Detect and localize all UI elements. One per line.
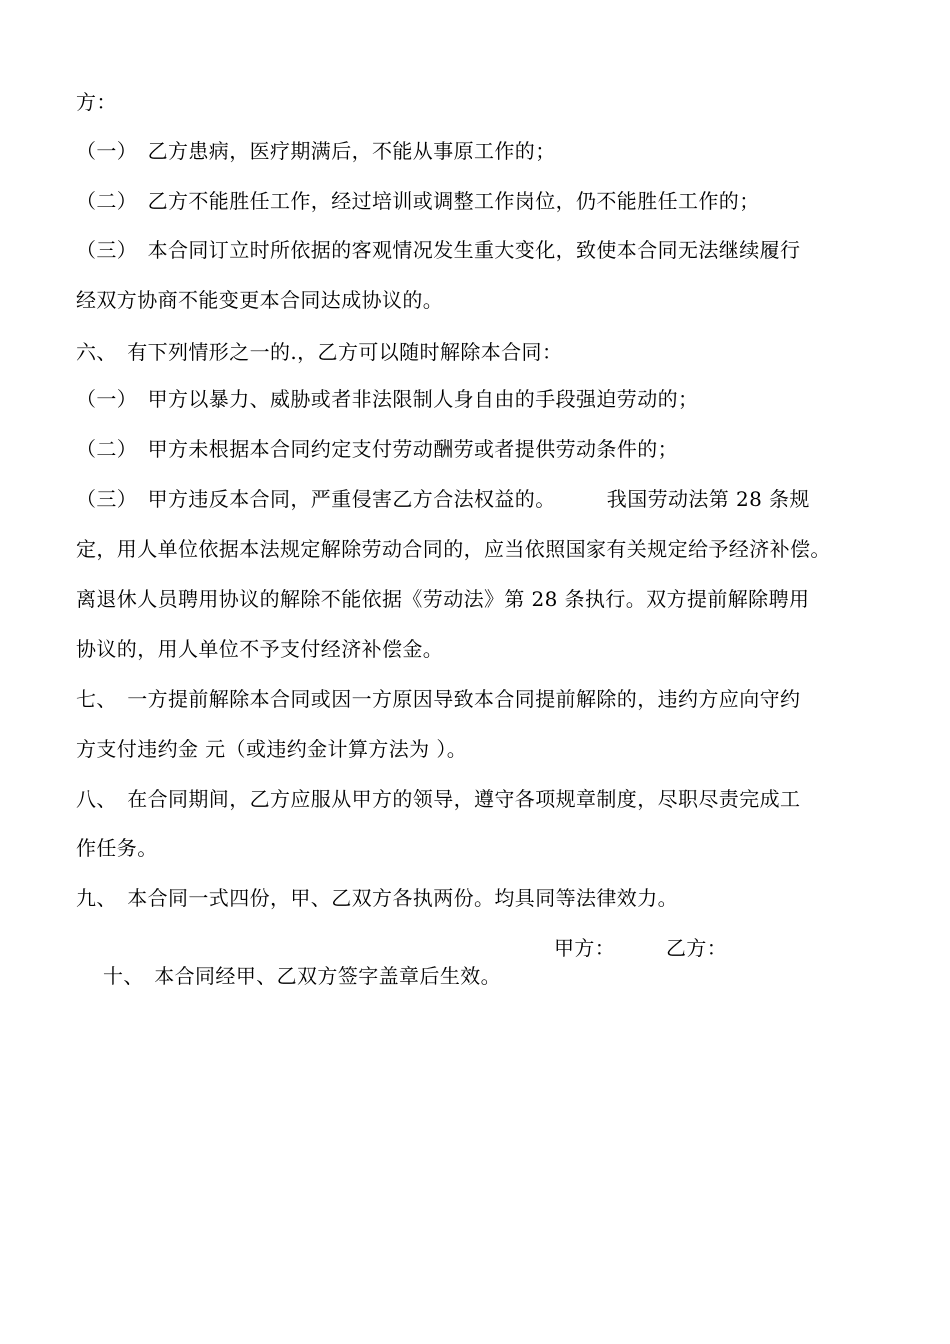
text-line-11: 离退休人员聘用协议的解除不能依据《劳动法》第 28 条执行。双方提前解除聘用	[76, 587, 810, 611]
text-line-13: 七、 一方提前解除本合同或因一方原因导致本合同提前解除的，违约方应向守约	[76, 687, 801, 711]
effective-clause: 十、 本合同经甲、乙双方签字盖章后生效。	[103, 964, 502, 988]
text-line-10: 定，用人单位依据本法规定解除劳动合同的，应当依照国家有关规定给予经济补偿。	[76, 537, 831, 561]
text-line-8: （二） 甲方未根据本合同约定支付劳动酬劳或者提供劳动条件的；	[76, 437, 678, 461]
text-line-12: 协议的，用人单位不予支付经济补偿金。	[76, 637, 444, 661]
text-line-2: （一） 乙方患病，医疗期满后，不能从事原工作的；	[76, 139, 556, 163]
party-a-label: 甲方：	[554, 936, 616, 960]
text-line-5: 经双方协商不能变更本合同达成协议的。	[76, 288, 444, 312]
text-line-1: 方：	[76, 90, 117, 114]
text-line-9: （三） 甲方违反本合同，严重侵害乙方合法权益的。 我国劳动法第 28 条规	[76, 487, 810, 511]
text-line-16: 作任务。	[76, 836, 158, 860]
text-line-7: （一） 甲方以暴力、威胁或者非法限制人身自由的手段强迫劳动的；	[76, 387, 699, 411]
text-line-14: 方支付违约金 元（或违约金计算方法为 ）。	[76, 737, 468, 761]
text-line-4: （三） 本合同订立时所依据的客观情况发生重大变化，致使本合同无法继续履行	[76, 238, 801, 262]
text-line-17: 九、 本合同一式四份，甲、乙双方各执两份。均具同等法律效力。	[76, 886, 678, 910]
signature-line	[76, 934, 728, 1074]
text-line-15: 八、 在合同期间，乙方应服从甲方的领导，遵守各项规章制度，尽职尽责完成工	[76, 787, 801, 811]
text-line-3: （二） 乙方不能胜任工作，经过培训或调整工作岗位，仍不能胜任工作的；	[76, 189, 760, 213]
party-b-label: 乙方：	[666, 936, 728, 960]
text-line-6: 六、 有下列情形之一的.，乙方可以随时解除本合同：	[76, 340, 563, 364]
